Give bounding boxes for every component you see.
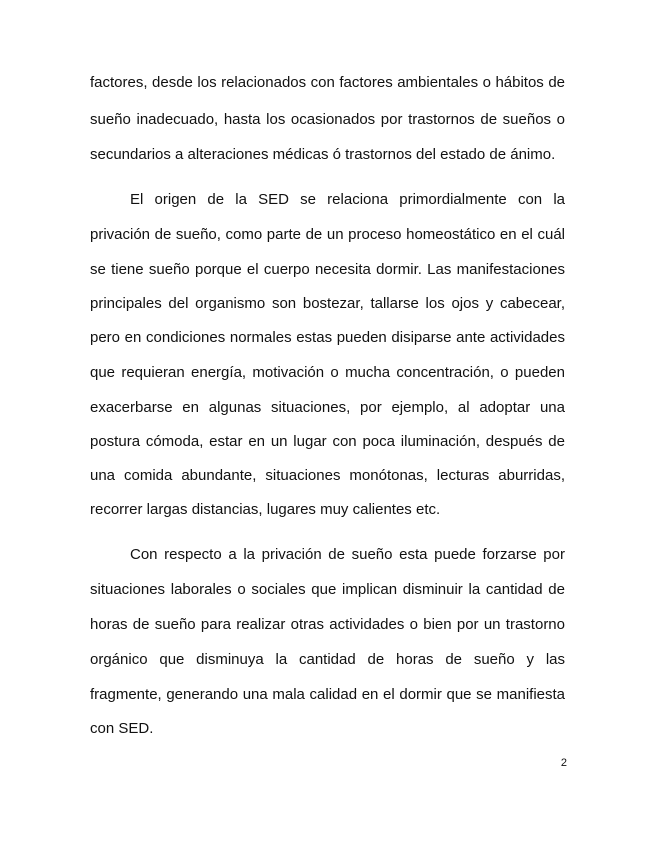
paragraph-2-line-2: privación de sueño, como parte de un proceso homeostático en el cuál	[90, 226, 565, 243]
paragraph-3-line-2: situaciones laborales o sociales que implican disminuir la cantidad de	[90, 581, 565, 598]
paragraph-1-line-2: sueño inadecuado, hasta los ocasionados por trastornos de sueños o	[90, 111, 565, 128]
paragraph-3-line-4: orgánico que disminuya la cantidad de horas de sueño y las	[90, 651, 565, 668]
paragraph-3-line-6: con SED.	[90, 720, 154, 737]
paragraph-2-line-9: una comida abundante, situaciones monótonas, lecturas aburridas,	[90, 467, 565, 484]
paragraph-3-line-1: Con respecto a la privación de sueño esta puede forzarse por	[130, 546, 565, 563]
paragraph-2-line-7: exacerbarse en algunas situaciones, por ejemplo, al adoptar una	[90, 399, 565, 416]
paragraph-2-line-1: El origen de la SED se relaciona primordialmente con la	[130, 191, 565, 208]
paragraph-3-line-3: horas de sueño para realizar otras actividades o bien por un trastorno	[90, 616, 565, 633]
paragraph-1-line-1: factores, desde los relacionados con factores ambientales o hábitos de	[90, 74, 565, 91]
paragraph-1-line-3: secundarios a alteraciones médicas ó trastornos del estado de ánimo.	[90, 146, 556, 163]
paragraph-2-line-5: pero en condiciones normales estas pueden disiparse ante actividades	[90, 329, 565, 346]
paragraph-3-line-5: fragmente, generando una mala calidad en el dormir que se manifiesta	[90, 686, 565, 703]
page-number: 2	[560, 757, 567, 769]
paragraph-2-line-6: que requieran energía, motivación o mucha concentración, o pueden	[90, 364, 565, 381]
paragraph-2-line-3: se tiene sueño porque el cuerpo necesita dormir. Las manifestaciones	[90, 261, 565, 278]
paragraph-2-line-10: recorrer largas distancias, lugares muy calientes etc.	[90, 501, 441, 518]
paragraph-2-line-8: postura cómoda, estar en un lugar con poca iluminación, después de	[90, 433, 565, 450]
paragraph-2-line-4: principales del organismo son bostezar, tallarse los ojos y cabecear,	[90, 295, 565, 312]
